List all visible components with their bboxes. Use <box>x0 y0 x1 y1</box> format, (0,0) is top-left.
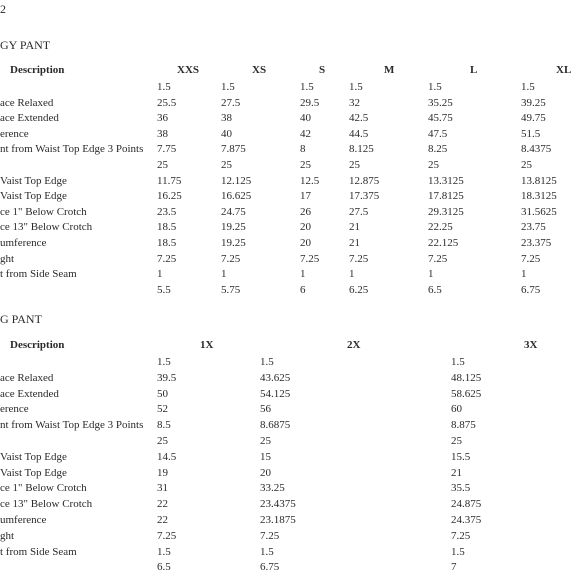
table-cell: 24.375 <box>451 514 482 526</box>
row-label: t from Side Seam <box>0 545 77 558</box>
table-row <box>0 81 580 94</box>
table-cell: 31.5625 <box>521 205 557 218</box>
table-cell: 58.625 <box>451 387 482 400</box>
table-cell: 20 <box>260 466 271 479</box>
table-row <box>0 498 580 511</box>
table-cell: 1.5 <box>428 81 442 93</box>
table-cell: 22 <box>157 514 168 526</box>
table-cell: 1.5 <box>451 545 465 558</box>
table-row <box>0 284 580 297</box>
table-cell: 1 <box>157 268 163 281</box>
table-cell: 18.3125 <box>521 190 557 203</box>
page-fragment-text: 2 <box>0 2 6 16</box>
table-row <box>0 112 580 125</box>
table-cell: 8.4375 <box>521 143 552 156</box>
table-cell: 33.25 <box>260 482 285 495</box>
table-cell: 8.125 <box>349 143 374 156</box>
table-cell: 7.25 <box>521 252 541 265</box>
table-row <box>0 190 580 203</box>
row-label: erence <box>0 403 29 416</box>
table2-size-header-1x: 1X <box>200 339 214 351</box>
table-cell: 1.5 <box>300 81 314 93</box>
table-cell: 39.5 <box>157 371 177 384</box>
table-cell: 7 <box>451 561 457 574</box>
table1-title: GY PANT <box>0 38 51 52</box>
table-cell: 40 <box>300 112 311 125</box>
table-cell: 44.5 <box>349 127 369 140</box>
table-cell: 7.25 <box>349 252 369 265</box>
table-cell: 42.5 <box>349 112 369 125</box>
table-cell: 19.25 <box>221 221 246 234</box>
table2-size-header-2x: 2X <box>347 339 361 351</box>
table-cell: 1.5 <box>260 545 274 558</box>
table-cell: 23.375 <box>521 237 552 249</box>
table-cell: 22.25 <box>428 221 453 234</box>
table-cell: 23.4375 <box>260 498 296 511</box>
table-row <box>0 403 580 416</box>
table-cell: 8.25 <box>428 143 448 156</box>
row-label: ace Extended <box>0 112 59 125</box>
row-label: ght <box>0 252 15 265</box>
table-cell: 32 <box>349 96 360 109</box>
table-cell: 25 <box>157 159 168 171</box>
table-cell: 6.5 <box>157 561 171 574</box>
row-label: Vaist Top Edge <box>0 450 67 463</box>
table-cell: 7.25 <box>300 252 320 265</box>
table-cell: 17.8125 <box>428 190 464 203</box>
table1-size-header-s: S <box>319 64 326 76</box>
table-cell: 23.5 <box>157 205 177 218</box>
table2-size-header-3x: 3X <box>524 339 538 351</box>
table-cell: 7.75 <box>157 143 177 156</box>
table-cell: 6.75 <box>260 561 280 574</box>
table-cell: 25 <box>300 159 311 171</box>
row-label: umference <box>0 514 47 526</box>
table-cell: 49.75 <box>521 112 546 125</box>
table-cell: 7.25 <box>157 529 177 542</box>
table-cell: 39.25 <box>521 96 546 109</box>
table-cell: 22 <box>157 498 168 511</box>
table-cell: 23.75 <box>521 221 546 234</box>
table-cell: 1 <box>300 268 306 281</box>
table-cell: 25 <box>157 435 168 447</box>
table-row <box>0 175 580 188</box>
row-label: ce 13" Below Crotch <box>0 221 93 234</box>
table-cell: 15.5 <box>451 450 471 463</box>
row-label: t from Side Seam <box>0 268 77 281</box>
table-cell: 38 <box>221 112 232 125</box>
row-label: erence <box>0 127 29 140</box>
table-cell: 25 <box>521 159 532 171</box>
table-cell: 1 <box>221 268 227 281</box>
table-cell: 29.3125 <box>428 205 464 218</box>
table1-size-header-m: M <box>384 64 395 76</box>
row-label: Vaist Top Edge <box>0 466 67 479</box>
table-cell: 31 <box>157 482 168 495</box>
table-cell: 13.8125 <box>521 174 557 187</box>
table-row <box>0 451 580 464</box>
table-cell: 24.875 <box>451 498 482 511</box>
table-cell: 5.5 <box>157 283 171 296</box>
table-cell: 1.5 <box>157 545 171 558</box>
table-cell: 8 <box>300 143 306 156</box>
table1-size-header-xs: XS <box>252 64 267 76</box>
table-cell: 19 <box>157 466 168 479</box>
table-row <box>0 546 580 559</box>
table-row <box>0 97 580 110</box>
table-cell: 25.5 <box>157 96 177 109</box>
table-cell: 47.5 <box>428 127 448 140</box>
table-cell: 1 <box>349 268 355 281</box>
table-cell: 25 <box>428 159 439 171</box>
table-cell: 25 <box>221 159 232 171</box>
row-label: umference <box>0 237 47 249</box>
table-cell: 40 <box>221 127 232 140</box>
table-row <box>0 514 580 527</box>
row-label: Vaist Top Edge <box>0 174 67 187</box>
table-row <box>0 128 580 141</box>
table-cell: 18.5 <box>157 237 177 249</box>
table-cell: 17 <box>300 190 311 203</box>
table-row <box>0 435 580 448</box>
table-cell: 6.25 <box>349 283 369 296</box>
row-label: nt from Waist Top Edge 3 Points <box>0 419 144 432</box>
table-cell: 20 <box>300 221 311 234</box>
table-cell: 8.5 <box>157 419 171 432</box>
table-cell: 6 <box>300 283 306 296</box>
table-cell: 27.5 <box>221 96 241 109</box>
row-label: ce 1" Below Crotch <box>0 482 87 495</box>
table-cell: 42 <box>300 127 311 140</box>
table-cell: 21 <box>349 221 360 234</box>
table-row <box>0 388 580 401</box>
table-cell: 23.1875 <box>260 514 296 526</box>
row-label: Vaist Top Edge <box>0 190 67 203</box>
table-cell: 35.25 <box>428 96 453 109</box>
table-cell: 5.75 <box>221 283 241 296</box>
table-cell: 36 <box>157 112 168 125</box>
table-cell: 48.125 <box>451 371 482 384</box>
table-cell: 18.5 <box>157 221 177 234</box>
table2-title: G PANT <box>0 312 42 326</box>
table-cell: 21 <box>451 466 462 479</box>
table-cell: 19.25 <box>221 237 246 249</box>
table-cell: 25 <box>349 159 360 171</box>
table-cell: 16.625 <box>221 190 252 203</box>
table-row <box>0 482 580 495</box>
table-cell: 25 <box>451 435 462 447</box>
table-cell: 1.5 <box>260 356 274 368</box>
table-cell: 52 <box>157 403 168 416</box>
table-cell: 1.5 <box>521 81 535 93</box>
table1-description-header: Description <box>10 64 65 76</box>
row-label: ce 13" Below Crotch <box>0 498 93 511</box>
table-row <box>0 356 580 369</box>
table-cell: 7.25 <box>451 529 471 542</box>
table-cell: 7.875 <box>221 143 246 156</box>
table-cell: 1.5 <box>157 81 171 93</box>
table-cell: 7.25 <box>428 252 448 265</box>
table-cell: 11.75 <box>157 174 182 187</box>
table-row <box>0 159 580 172</box>
table1-size-header-l: L <box>470 64 478 76</box>
table-cell: 12.125 <box>221 174 252 187</box>
table-cell: 54.125 <box>260 387 291 400</box>
table-cell: 20 <box>300 237 311 249</box>
row-label: nt from Waist Top Edge 3 Points <box>0 143 144 156</box>
table-cell: 8.6875 <box>260 419 291 432</box>
table-cell: 27.5 <box>349 205 369 218</box>
table-cell: 1 <box>428 268 434 281</box>
table-cell: 16.25 <box>157 190 182 203</box>
table-row <box>0 530 580 543</box>
row-label: ace Extended <box>0 387 59 400</box>
table-cell: 13.3125 <box>428 174 464 187</box>
table-cell: 29.5 <box>300 96 320 109</box>
table-cell: 35.5 <box>451 482 471 495</box>
table-row <box>0 467 580 480</box>
table-cell: 22.125 <box>428 237 459 249</box>
table-cell: 1.5 <box>349 81 363 93</box>
table-cell: 51.5 <box>521 127 541 140</box>
table-cell: 45.75 <box>428 112 453 125</box>
table-row <box>0 253 580 266</box>
table-row <box>0 561 580 574</box>
table-cell: 24.75 <box>221 205 246 218</box>
table-cell: 25 <box>260 435 271 447</box>
table-row <box>0 419 580 432</box>
table-cell: 17.375 <box>349 190 380 203</box>
table-cell: 12.5 <box>300 174 320 187</box>
table2-description-header: Description <box>10 339 65 351</box>
table-cell: 21 <box>349 237 360 249</box>
table-cell: 56 <box>260 403 271 416</box>
table-cell: 1 <box>521 268 527 281</box>
row-label: ace Relaxed <box>0 96 54 109</box>
table-cell: 1.5 <box>221 81 235 93</box>
table-cell: 8.875 <box>451 419 476 432</box>
table-cell: 14.5 <box>157 450 177 463</box>
table-cell: 7.25 <box>260 529 280 542</box>
table1-size-header-xxs: XXS <box>177 64 200 76</box>
table-cell: 6.75 <box>521 283 541 296</box>
table-cell: 12.875 <box>349 174 380 187</box>
table-row <box>0 143 580 156</box>
table-cell: 1.5 <box>451 356 465 368</box>
table-row <box>0 221 580 234</box>
table-cell: 15 <box>260 450 271 463</box>
row-label: ce 1" Below Crotch <box>0 205 87 218</box>
table-cell: 60 <box>451 403 462 416</box>
table-row <box>0 206 580 219</box>
row-label: ace Relaxed <box>0 371 54 384</box>
table-cell: 7.25 <box>221 252 241 265</box>
table-cell: 26 <box>300 205 311 218</box>
table-cell: 43.625 <box>260 371 291 384</box>
table-cell: 6.5 <box>428 283 442 296</box>
table-cell: 38 <box>157 127 168 140</box>
table-cell: 1.5 <box>157 356 171 368</box>
table-cell: 50 <box>157 387 168 400</box>
table-row <box>0 268 580 281</box>
table1-size-header-xl: XL <box>556 64 572 76</box>
table-cell: 7.25 <box>157 252 177 265</box>
row-label: ght <box>0 529 15 542</box>
table-row <box>0 237 580 250</box>
table-row <box>0 372 580 385</box>
